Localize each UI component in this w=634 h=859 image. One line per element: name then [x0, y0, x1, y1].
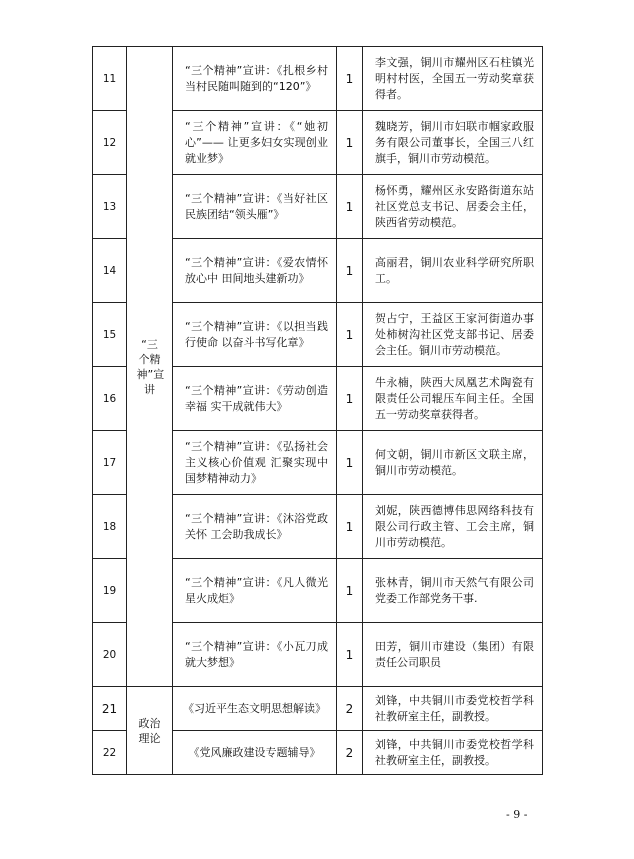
row-number: 12: [93, 111, 127, 175]
table-row: [93, 47, 543, 111]
row-number: 15: [93, 303, 127, 367]
lecture-title: “三个精神”宣讲：《凡人微光 星火成炬》: [173, 559, 337, 623]
row-number: 21: [93, 687, 127, 731]
speaker-info: 牛永楠，陕西大凤凰艺术陶瓷有限责任公司辊压车间主任。全国五一劳动奖章获得者。: [363, 367, 543, 431]
lecture-title: 《习近平生态文明思想解读》: [173, 687, 337, 731]
speaker-info: 杨怀勇，耀州区永安路街道东站社区党总支书记、居委会主任，陕西省劳动模范。: [363, 175, 543, 239]
category-cell: [127, 687, 173, 775]
lecture-count: 1: [337, 495, 363, 559]
lecture-count: 1: [337, 623, 363, 687]
lecture-title: “三个精神”宣讲：《当好社区民族团结“领头雁”》: [173, 175, 337, 239]
category-label: “三个精神”宣讲: [136, 337, 165, 396]
lecture-count: 1: [337, 175, 363, 239]
lecture-title: “三个精神”宣讲：《扎根乡村 当村民随叫随到的“120”》: [173, 47, 337, 111]
speaker-info: 何文朝，铜川市新区文联主席，铜川市劳动模范。: [363, 431, 543, 495]
lecture-count: 1: [337, 47, 363, 111]
category-cell: [127, 47, 173, 687]
speaker-info: 高丽君，铜川农业科学研究所职工。: [363, 239, 543, 303]
lecture-count: 1: [337, 559, 363, 623]
lecture-count: 2: [337, 731, 363, 775]
row-number: 20: [93, 623, 127, 687]
lecture-count: 1: [337, 367, 363, 431]
lecture-count: 1: [337, 303, 363, 367]
speaker-info: 刘锋，中共铜川市委党校哲学科社教研室主任，副教授。: [363, 687, 543, 731]
category-label: 政治理论: [138, 716, 161, 745]
row-number: 16: [93, 367, 127, 431]
lecture-title: “三个精神”宣讲：《小瓦刀成就大梦想》: [173, 623, 337, 687]
table-row: [93, 687, 543, 731]
lecture-title: 《党风廉政建设专题辅导》: [173, 731, 337, 775]
speaker-info: 魏晓芳，铜川市妇联市帼家政服务有限公司董事长，全国三八红旗手，铜川市劳动模范。: [363, 111, 543, 175]
lecture-count: 1: [337, 239, 363, 303]
page-number: - 9 -: [506, 808, 528, 821]
row-number: 14: [93, 239, 127, 303]
lecture-count: 1: [337, 431, 363, 495]
lecture-table: [92, 46, 543, 775]
lecture-title: “三个精神”宣讲：《劳动创造幸福 实干成就伟大》: [173, 367, 337, 431]
row-number: 13: [93, 175, 127, 239]
speaker-info: 李文强，铜川市耀州区石柱镇光明村村医，全国五一劳动奖章获得者。: [363, 47, 543, 111]
lecture-count: 2: [337, 687, 363, 731]
lecture-title: “三个精神”宣讲：《以担当践行使命 以奋斗书写化章》: [173, 303, 337, 367]
lecture-title: “三个精神”宣讲：《“她初心”—— 让更多妇女实现创业就业梦》: [173, 111, 337, 175]
lecture-count: 1: [337, 111, 363, 175]
speaker-info: 刘妮，陕西德博伟思网络科技有限公司行政主管、工会主席，铜川市劳动模范。: [363, 495, 543, 559]
row-number: 11: [93, 47, 127, 111]
speaker-info: 田芳，铜川市建设（集团）有限责任公司职员: [363, 623, 543, 687]
row-number: 17: [93, 431, 127, 495]
lecture-title: “三个精神”宣讲：《爱农情怀放心中 田间地头建新功》: [173, 239, 337, 303]
lecture-title: “三个精神”宣讲：《沐浴党政关怀 工会助我成长》: [173, 495, 337, 559]
speaker-info: 贺占宁，王益区王家河街道办事处柿树沟社区党支部书记、居委会主任。铜川市劳动模范。: [363, 303, 543, 367]
row-number: 19: [93, 559, 127, 623]
speaker-info: 张林青，铜川市天然气有限公司党委工作部党务干事.: [363, 559, 543, 623]
row-number: 18: [93, 495, 127, 559]
lecture-title: “三个精神”宣讲：《弘扬社会主义核心价值观 汇聚实现中国梦精神动力》: [173, 431, 337, 495]
speaker-info: 刘锋，中共铜川市委党校哲学科社教研室主任，副教授。: [363, 731, 543, 775]
row-number: 22: [93, 731, 127, 775]
